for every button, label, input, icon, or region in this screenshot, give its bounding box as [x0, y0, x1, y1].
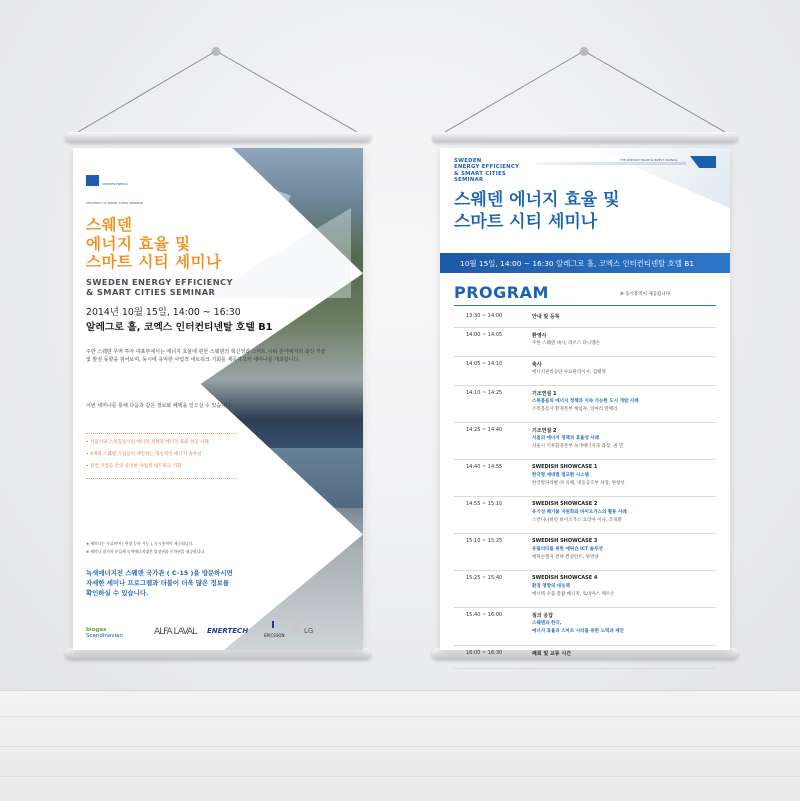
floor — [0, 690, 800, 801]
ericsson-logo: ERICSSON — [264, 633, 285, 638]
schedule-time: 14:05 ~ 14:10 — [466, 361, 503, 367]
program-title-korean: 스웨덴 에너지 효율 및 스마트 시티 세미나 — [454, 190, 620, 232]
nail-left — [212, 47, 220, 55]
schedule-topic: 유기성 폐기물 자원화와 바이오가스의 활용 사례 — [532, 510, 627, 515]
ericsson-mark-icon — [272, 621, 279, 628]
schedule-speaker: 스톡홀름시 환경본부 책임자, 잉마리 알베리 — [532, 407, 618, 412]
schedule-title: 안내 및 등록 — [532, 314, 560, 320]
header-english: SWEDEN ENERGY EFFICIENCY & SMART CITIES SEMINAR — [454, 158, 520, 184]
table-row — [454, 534, 716, 571]
schedule-title: 폐회 및 교류 시간 — [532, 651, 572, 657]
schedule-time: 14:10 ~ 14:25 — [466, 390, 503, 396]
event-date: 2014년 10월 15일, 14:00 ~ 16:30 — [86, 307, 241, 318]
nail-right — [580, 47, 588, 55]
table-row — [454, 328, 716, 357]
schedule-speaker: 서울시 기후환경본부 녹색에너지과 과장, 권 민 — [532, 444, 624, 449]
schedule-topic: 서울의 에너지 정책과 효율성 사례 — [532, 436, 600, 441]
list-item: • 4개의 스웨덴 기업들이 제안하는 혁신적인 에너지 솔루션 — [86, 452, 202, 457]
table-row — [454, 571, 716, 608]
benefit-list — [86, 437, 306, 473]
logo-text: SWEDEN ENERGY EFFICIENCY & SMART CITIES SEMINAR — [86, 182, 143, 205]
schedule-speaker: 한국알파라발 ㈜ 유체, 냉동공조부 차장, 한창선 — [532, 481, 625, 486]
rod-top-left — [65, 132, 371, 142]
table-row — [454, 646, 716, 669]
schedule-topic: 스웨덴과 한국, — [532, 621, 562, 626]
schedule-time: 16:00 ~ 16:30 — [466, 650, 503, 656]
intro-paragraph: 주한 스웨덴 무역 투자 대표부에서는 에너지 효율에 관한 스웨덴의 혁신성과 스마트 시티 분야에서의 최신 기술 및 발전 동향을 짚어보며, 동시에 유익한 사업적 네트워크 기회를 제공하고자 세미나를 개최합니다. — [86, 349, 326, 364]
date-venue-band: 10월 15일, 14:00 ~ 16:30 알레그로 홀, 코엑스 인터컨티넨탈 호텔 B1 — [440, 253, 730, 273]
schedule-time: 13:30 ~ 14:00 — [466, 313, 503, 319]
list-item: • 관련 기업들 간의 유익한 사업적 네트워크 기회 — [86, 464, 182, 469]
header-small-text: THE SWEDISH TRADE & INVEST COUNCIL — [620, 158, 678, 162]
scandinavian-biogas-logo: Scandinavian biogas — [86, 627, 123, 639]
schedule-topic: 한국형 세대별 열교환 시스템 — [532, 473, 589, 478]
schedule-time: 14:25 ~ 14:40 — [466, 427, 503, 433]
schedule-speaker: 스칸디나비안 바이오가스 코리아 이사, 조경환 — [532, 518, 622, 523]
notice-list — [86, 540, 306, 556]
list-item: • 서울시와 스톡홀름시의 에너지 정책과 에너지 효율 성공 사례 — [86, 440, 209, 445]
schedule-title: 축사 — [532, 362, 542, 368]
table-row — [454, 309, 716, 328]
table-row — [454, 460, 716, 497]
seminar-logo — [86, 170, 146, 205]
schedule-time: 14:40 ~ 14:55 — [466, 464, 503, 470]
schedule-title: SWEDISH SHOWCASE 1 — [532, 464, 598, 470]
schedule-time: 15:10 ~ 15:25 — [466, 538, 503, 544]
schedule-title: 질의 응답 — [532, 613, 554, 619]
list-item: ※ 세미나 참가자 분들께 녹색에너지대전 입장권과 주차권을 제공합니다. — [86, 549, 206, 554]
title-english: SWEDEN ENERGY EFFICIENCY & SMART CITIES SEMINAR — [86, 277, 233, 297]
title-korean: 스웨덴 에너지 효율 및 스마트 시티 세미나 — [86, 216, 222, 271]
schedule-title: SWEDISH SHOWCASE 4 — [532, 575, 598, 581]
program-header — [440, 148, 730, 190]
alfa-laval-logo: ALFA LAVAL — [154, 627, 197, 637]
schedule-title: 환영사 — [532, 333, 547, 339]
schedule-title: SWEDISH SHOWCASE 3 — [532, 538, 598, 544]
sponsor-logos — [86, 621, 356, 641]
rod-top-right — [432, 132, 738, 142]
schedule-time: 14:55 ~ 15:10 — [466, 501, 503, 507]
table-row — [454, 497, 716, 534]
intro-paragraph-2: 이번 세미나를 통해 다음과 같은 정보와 혜택을 얻으실 수 있습니다. — [86, 403, 233, 409]
lg-logo: LG — [304, 627, 314, 635]
sweden-flag-icon — [690, 156, 716, 168]
schedule-speaker: 주한 스웨덴 대사, 라르스 다니엘손 — [532, 341, 601, 346]
table-row — [454, 423, 716, 460]
schedule-time: 14:00 ~ 14:05 — [466, 332, 503, 338]
table-row — [454, 608, 716, 646]
schedule-title: 기조연설 2 — [532, 428, 557, 434]
schedule-title: SWEDISH SHOWCASE 2 — [532, 501, 598, 507]
left-poster — [73, 148, 363, 650]
right-poster — [440, 148, 730, 657]
call-to-action: 녹색에너지전 스웨덴 국가관 ( C-15 )을 방문하시면 자세한 세미나 프로그램과 더불어 더욱 많은 정보를 확인하실 수 있습니다. — [86, 569, 233, 598]
lg-mark-icon — [291, 622, 302, 633]
schedule-speaker: 에너텍 수출 총괄 매니저, 토비아스 페르손 — [532, 592, 615, 597]
schedule-time: 15:40 ~ 16:00 — [466, 612, 503, 618]
schedule-topic: 유틸리티를 위한 에릭슨 ICT 솔루션 — [532, 547, 603, 552]
schedule-topic: 환경 영향의 대응책 — [532, 584, 570, 589]
schedule-speaker: 에릭슨엘지 전략 컨설턴트, 위영량 — [532, 555, 599, 560]
schedule-speaker: 에너지관리공단 수요관리이사, 김태영 — [532, 370, 606, 375]
enertech-logo: ENERTECH — [207, 627, 249, 635]
schedule-time: 15:25 ~ 15:40 — [466, 575, 503, 581]
event-venue: 알레그로 홀, 코엑스 인터컨티넨탈 호텔 B1 — [86, 322, 273, 333]
program-heading: PROGRAM — [454, 283, 549, 302]
program-schedule — [454, 309, 716, 669]
interpretation-note: ※ 동시통역이 제공됩니다. — [620, 292, 672, 297]
schedule-title: 기조연설 1 — [532, 391, 557, 397]
schedule-topic: 에너지 효율과 스마트 시티를 위한 노력과 제안 — [532, 629, 624, 634]
table-row — [454, 357, 716, 386]
table-row — [454, 386, 716, 423]
sweden-flag-icon — [86, 175, 99, 186]
list-item: ※ 세미나는 무료이며 ( 현장 등록 가능 ), 동시통역이 제공됩니다. — [86, 541, 194, 546]
schedule-topic: 스톡홀름의 에너지 정책과 지속 가능한 도시 개발 사례 — [532, 399, 639, 404]
